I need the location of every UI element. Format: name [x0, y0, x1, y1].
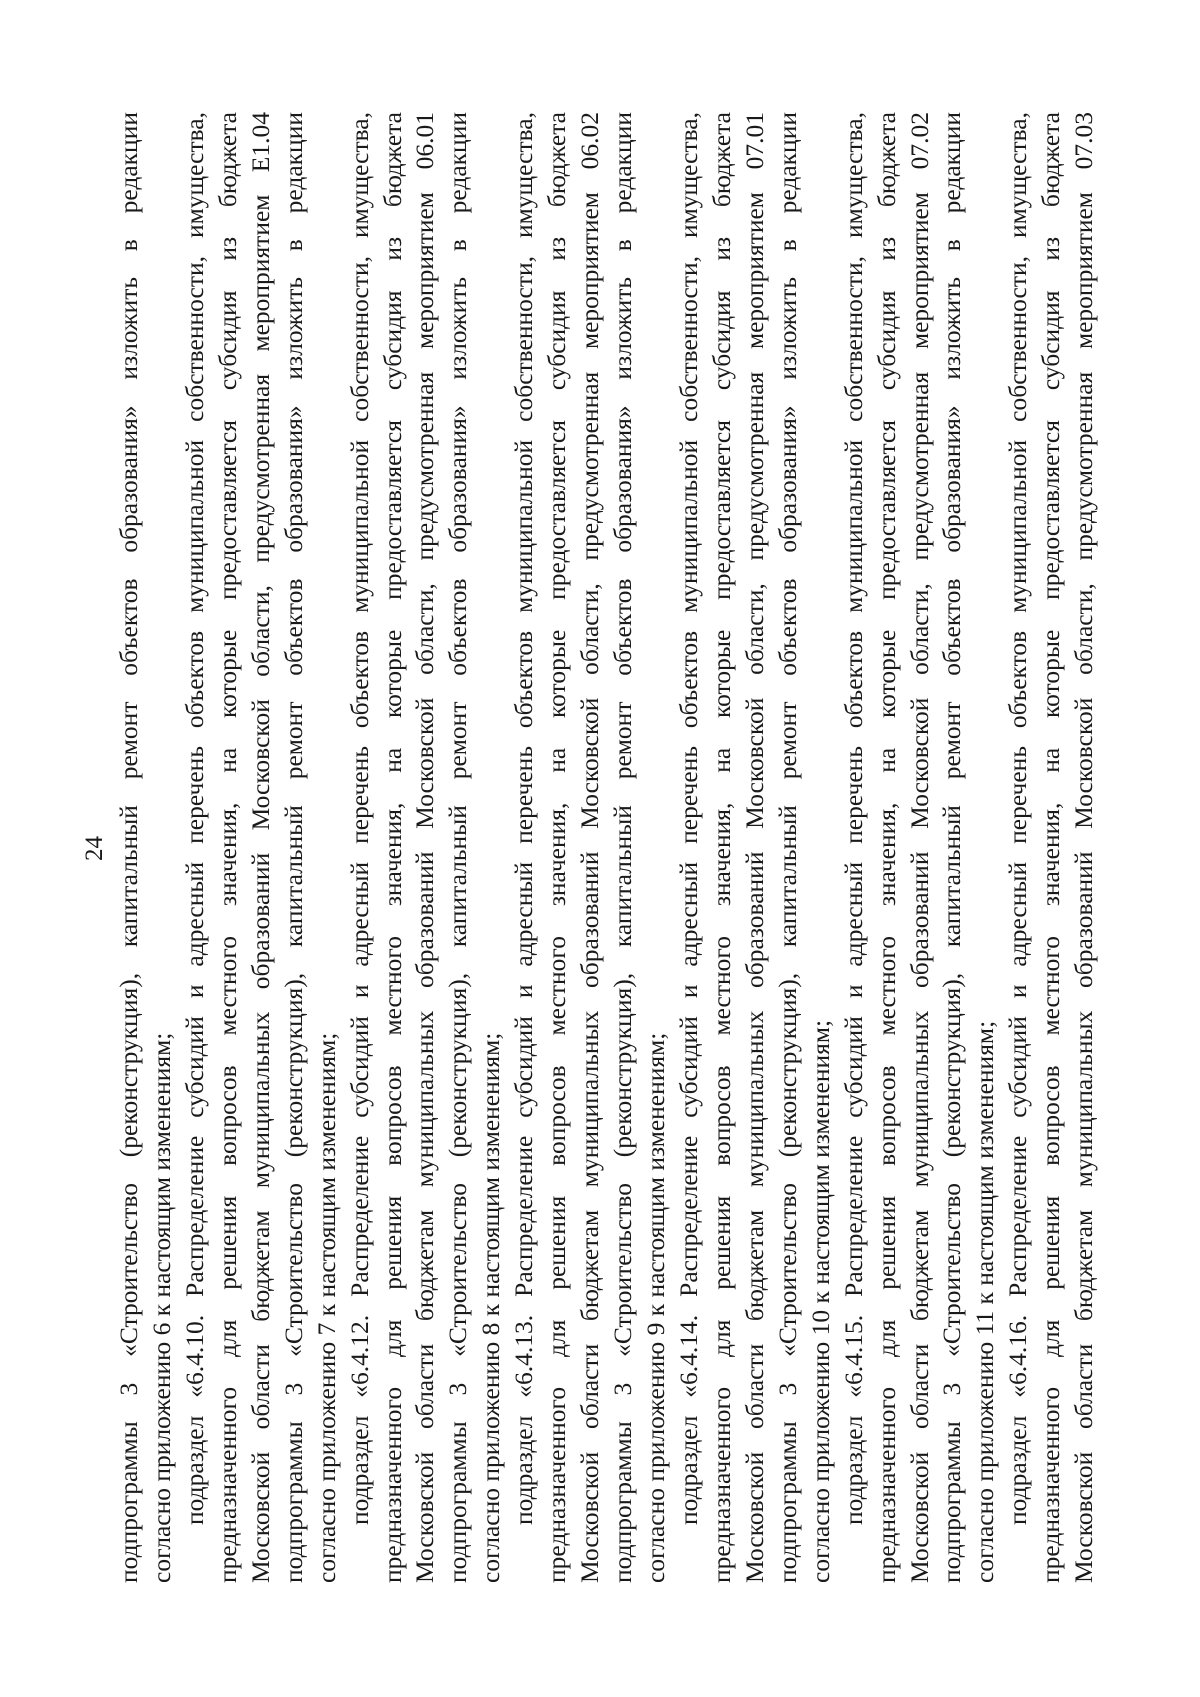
- text-line: согласно приложению 9 к настоящим изменениям;: [641, 1032, 670, 1583]
- text-line: подпрограммы 3 «Строительство (реконструкция), капитальный ремонт объектов образования» изложить в редакции: [114, 112, 143, 1583]
- text-line: Московской области бюджетам муниципальных образований Московской области, предусмотренная мероприятием 07.02: [904, 112, 934, 1583]
- text-line: согласно приложению 8 к настоящим изменениям;: [476, 1032, 506, 1583]
- text-line: подраздел «6.4.15. Распределение субсидий и адресный перечень объектов муниципальной собственности, имущества,: [838, 112, 868, 1525]
- text-line: предназначенного для решения вопросов местного значения, на которые предоставляется субсидия из бюджета: [871, 112, 901, 1583]
- text-line: предназначенного для решения вопросов местного значения, на которые предоставляется субсидия из бюджета: [377, 112, 407, 1583]
- text-line: предназначенного для решения вопросов местного значения, на которые предоставляется субсидия из бюджета: [706, 112, 736, 1583]
- text-line: предназначенного для решения вопросов местного значения, на которые предоставляется субсидия из бюджета: [1036, 112, 1066, 1583]
- text-line: подраздел «6.4.13. Распределение субсидий и адресный перечень объектов муниципальной собственности, имущества,: [509, 112, 539, 1525]
- text-line: согласно приложению 6 к настоящим изменениям;: [146, 1032, 176, 1583]
- text-line: подпрограммы 3 «Строительство (реконструкция), капитальный ремонт объектов образования» изложить в редакции: [772, 112, 802, 1583]
- text-line: предназначенного для решения вопросов местного значения, на которые предоставляется субсидия из бюджета: [542, 112, 572, 1583]
- document-body: [113, 112, 1101, 1583]
- text-line: подраздел «6.4.12. Распределение субсидий и адресный перечень объектов муниципальной собственности, имущества,: [344, 112, 374, 1525]
- text-line: подраздел «6.4.10. Распределение субсидий и адресный перечень объектов муниципальной собственности, имущества,: [179, 112, 209, 1525]
- text-line: подраздел «6.4.14. Распределение субсидий и адресный перечень объектов муниципальной собственности, имущества,: [673, 112, 703, 1525]
- text-line: Московской области бюджетам муниципальных образований Московской области, предусмотренная мероприятием 07.03: [1069, 112, 1099, 1583]
- text-line: подпрограммы 3 «Строительство (реконструкция), капитальный ремонт объектов образования» изложить в редакции: [443, 112, 473, 1583]
- text-line: согласно приложению 11 к настоящим изменениям;: [970, 1020, 1000, 1583]
- page-number: 24: [81, 836, 108, 861]
- text-line: подпрограммы 3 «Строительство (реконструкция), капитальный ремонт объектов образования» изложить в редакции: [937, 112, 967, 1583]
- text-line: подпрограммы 3 «Строительство (реконструкция), капитальный ремонт объектов образования» изложить в редакции: [278, 112, 308, 1583]
- text-line: согласно приложению 10 к настоящим изменениям;: [805, 1019, 835, 1583]
- text-line: Московской области бюджетам муниципальных образований Московской области, предусмотренная мероприятием Е1.04: [245, 112, 275, 1583]
- text-line: Московской области бюджетам муниципальных образований Московской области, предусмотренная мероприятием 06.02: [575, 112, 605, 1583]
- text-line: предназначенного для решения вопросов местного значения, на которые предоставляется субсидия из бюджета: [212, 112, 242, 1583]
- text-line: подраздел «6.4.16. Распределение субсидий и адресный перечень объектов муниципальной собственности, имущества,: [1003, 112, 1033, 1525]
- text-line: подпрограммы 3 «Строительство (реконструкция), капитальный ремонт объектов образования» изложить в редакции: [608, 112, 638, 1583]
- text-line: Московской области бюджетам муниципальных образований Московской области, предусмотренная мероприятием 07.01: [739, 112, 769, 1583]
- text-line: Московской области бюджетам муниципальных образований Московской области, предусмотренная мероприятием 06.01: [410, 112, 440, 1583]
- text-line: согласно приложению 7 к настоящим изменениям;: [311, 1032, 341, 1583]
